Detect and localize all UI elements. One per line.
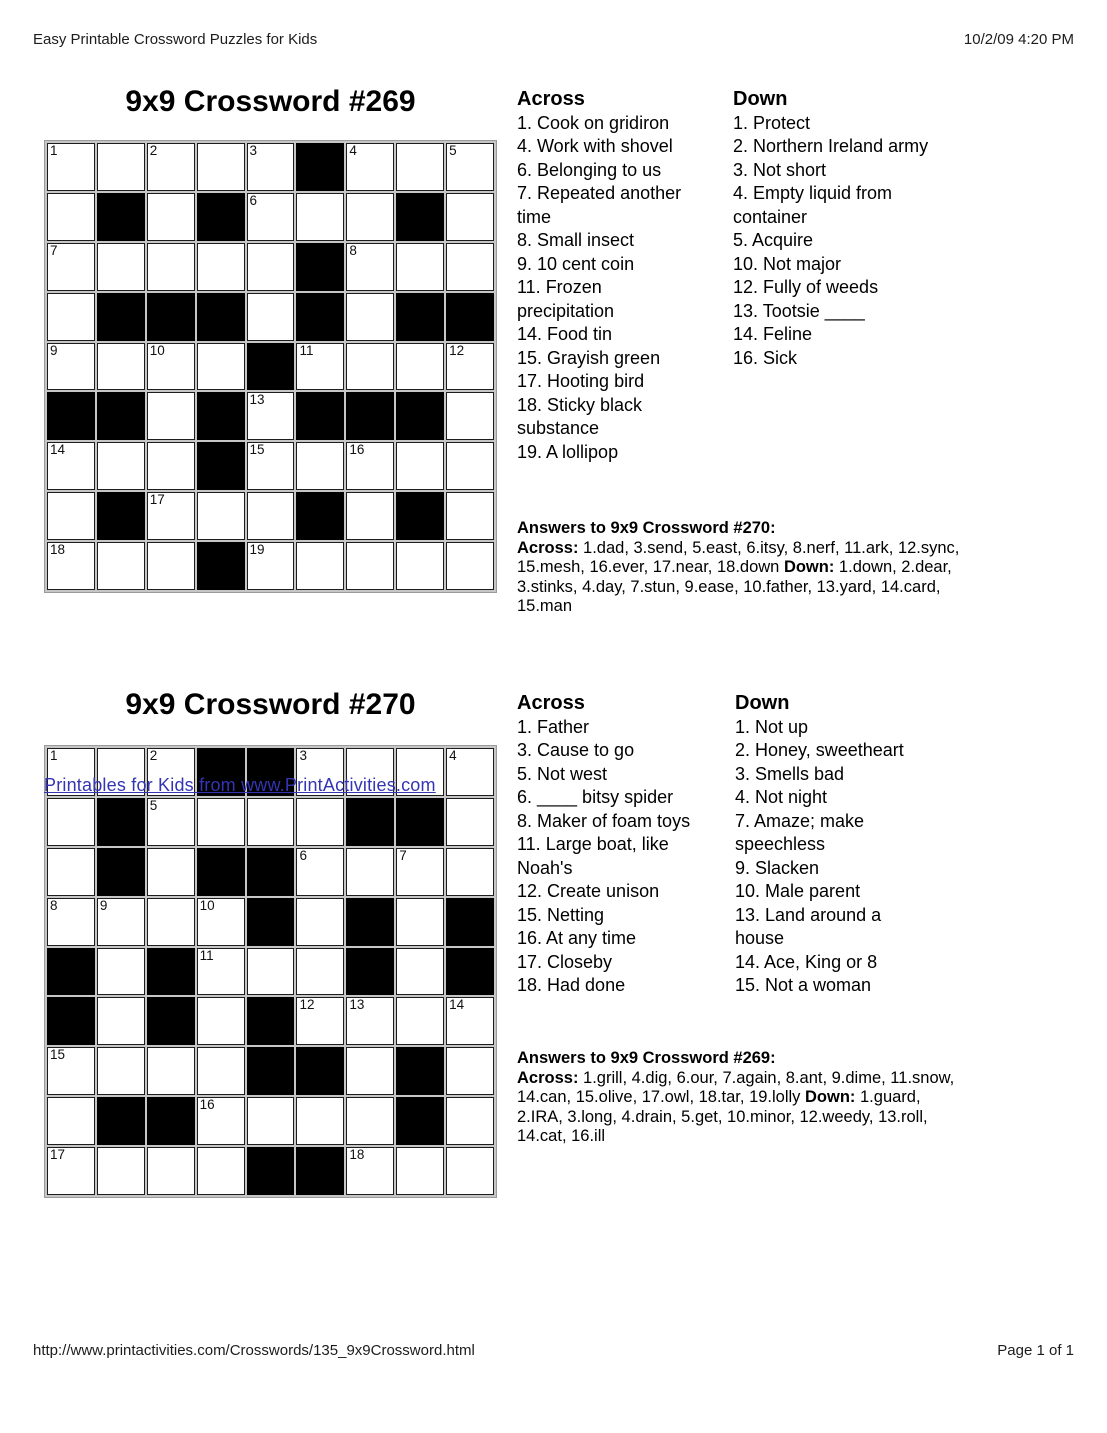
clue: 10. Male parent [735, 881, 861, 901]
grid-cell [47, 1097, 95, 1145]
grid-cell [346, 193, 394, 241]
cell-number: 16 [199, 1097, 215, 1113]
clue: 1. Cook on gridiron [517, 112, 670, 133]
answers-across-values: 1.dad, 3.send, 5.east, 6.itsy, 8.nerf, 11.ark, 12.sync, 15.mesh, 16.ever, 17.near, 18.down [517, 538, 960, 576]
footer-url: http://www.printactivities.com/Crosswords/135_9x9Crossword.html [33, 1342, 475, 1359]
grid-cell [446, 392, 494, 440]
grid-cell [247, 442, 295, 490]
grid-cell-black [396, 492, 444, 540]
grid-cell [97, 143, 145, 191]
grid-cell [97, 898, 145, 946]
grid-cell [346, 442, 394, 490]
grid-cell-black [346, 798, 394, 846]
clue: 2. Honey, sweetheart [735, 740, 904, 760]
grid-cell [396, 243, 444, 291]
cell-number: 16 [349, 442, 365, 458]
grid-cell [247, 798, 295, 846]
cell-number: 3 [249, 143, 258, 158]
cell-number: 1 [50, 748, 58, 763]
clue: 3. Cause to go [517, 740, 635, 760]
grid-cell [446, 748, 494, 796]
grid-cell [346, 1147, 394, 1195]
grid-cell [296, 542, 344, 590]
down-heading: Down [733, 88, 788, 110]
cell-number: 5 [449, 143, 457, 158]
grid-cell [396, 143, 444, 191]
grid-cell [147, 542, 195, 590]
grid-cell [47, 243, 95, 291]
cell-number: 6 [249, 192, 258, 208]
answers-across-values: 1.grill, 4.dig, 6.our, 7.again, 8.ant, 9.dime, 11.snow, 14.can, 15.olive, 17.owl, 18.tar, 19.lolly [517, 1068, 955, 1106]
grid-cell [346, 293, 394, 341]
grid-cell [47, 1047, 95, 1095]
clue: 18. Had done [517, 975, 626, 995]
grid-cell-black [446, 293, 494, 341]
grid-cell [147, 492, 195, 540]
clues-269-across [517, 88, 703, 464]
grid-cell [147, 243, 195, 291]
cell-number: 2 [149, 143, 158, 158]
grid-cell-black [396, 1097, 444, 1145]
grid-cell-black [346, 392, 394, 440]
grid-cell-black [197, 193, 245, 241]
grid-cell [247, 1097, 295, 1145]
down-heading: Down [735, 692, 790, 714]
clue: 14. Feline [733, 324, 813, 344]
grid-cell-black [296, 492, 344, 540]
clue: 4. Work with shovel [517, 136, 673, 156]
cell-number: 9 [50, 342, 58, 358]
grid-cell [446, 143, 494, 191]
answers-down-values: 1.down, 2.dear, 3.stinks, 4.day, 7.stun, 9.ease, 10.father, 13.yard, 14.card, 15.man [517, 558, 952, 615]
footer-page-number: Page 1 of 1 [997, 1342, 1074, 1359]
grid-cell [47, 798, 95, 846]
grid-cell-black [296, 143, 344, 191]
grid-cell-black [396, 392, 444, 440]
clue: 17. Closeby [517, 951, 613, 972]
grid-cell [446, 1147, 494, 1195]
grid-cell [97, 442, 145, 490]
grid-cell [446, 798, 494, 846]
grid-cell [396, 898, 444, 946]
grid-cell-black [147, 293, 195, 341]
header-datetime: 10/2/09 4:20 PM [963, 31, 1074, 48]
grid-cell [446, 343, 494, 391]
grid-cell-black [47, 948, 95, 996]
grid-cell [147, 1147, 195, 1195]
cell-number: 7 [50, 242, 58, 258]
grid-cell [197, 243, 245, 291]
cell-number: 13 [249, 392, 265, 408]
grid-cell-black [97, 798, 145, 846]
grid-cell-black [396, 798, 444, 846]
puzzle-title-269: 9x9 Crossword #269 [125, 85, 416, 118]
grid-cell [247, 193, 295, 241]
grid-cell [197, 143, 245, 191]
clue: 3. Not short [733, 159, 827, 180]
clue: 19. A lollipop [517, 441, 619, 462]
answers-heading: Answers to 9x9 Crossword #270: [517, 519, 776, 537]
cell-number: 5 [149, 797, 158, 813]
grid-cell-black [197, 848, 245, 896]
clue: 3. Smells bad [735, 763, 845, 784]
grid-cell [346, 243, 394, 291]
cell-number: 15 [50, 1047, 66, 1063]
clue: 6. ____ bitsy spider [517, 787, 674, 807]
grid-cell-black [446, 898, 494, 946]
grid-cell [346, 542, 394, 590]
cell-number: 18 [50, 542, 66, 558]
grid-cell-black [396, 293, 444, 341]
grid-cell [147, 143, 195, 191]
cell-number: 18 [349, 1147, 365, 1163]
cell-number: 4 [349, 143, 357, 158]
cell-number: 19 [249, 542, 265, 558]
grid-cell [147, 343, 195, 391]
answers-heading: Answers to 9x9 Crossword #269: [517, 1049, 776, 1067]
grid-cell [47, 442, 95, 490]
grid-cell [296, 1097, 344, 1145]
grid-cell [47, 343, 95, 391]
answers-down-label: Down: [805, 1088, 856, 1106]
cell-number: 15 [249, 442, 265, 458]
grid-cell [346, 143, 394, 191]
cell-number: 8 [50, 897, 58, 913]
cell-number: 12 [449, 342, 465, 358]
grid-cell [47, 492, 95, 540]
clue: 4. Empty liquid from container [733, 183, 893, 227]
clue: 7. Amaze; make speechless [735, 810, 865, 854]
grid-cell [197, 343, 245, 391]
grid-cell-black [247, 1147, 295, 1195]
grid-cell [97, 997, 145, 1045]
grid-cell [446, 193, 494, 241]
grid-cell [97, 948, 145, 996]
grid-cell [296, 798, 344, 846]
grid-cell [346, 848, 394, 896]
grid-cell-black [446, 948, 494, 996]
grid-cell-black [296, 1147, 344, 1195]
clue: 15. Grayish green [517, 347, 661, 368]
grid-cell [97, 1147, 145, 1195]
cell-number: 17 [149, 492, 165, 508]
grid-cell-black [147, 1097, 195, 1145]
grid-cell [396, 848, 444, 896]
clue: 12. Create unison [517, 881, 660, 901]
cell-number: 17 [50, 1147, 66, 1163]
clue: 11. Large boat, like Noah's [517, 834, 669, 878]
grid-cell [197, 898, 245, 946]
clue: 2. Northern Ireland army [733, 136, 929, 156]
clue: 5. Not west [517, 763, 608, 784]
cell-number: 13 [349, 997, 365, 1013]
grid-cell [396, 1147, 444, 1195]
grid-cell [47, 193, 95, 241]
clue: 14. Ace, King or 8 [735, 951, 878, 972]
grid-cell [446, 442, 494, 490]
clue: 7. Repeated another time [517, 183, 682, 227]
grid-cell [396, 997, 444, 1045]
crossword-grid-269 [44, 140, 497, 593]
clue: 15. Not a woman [735, 975, 872, 995]
clue: 6. Belonging to us [517, 159, 662, 180]
grid-cell [446, 542, 494, 590]
grid-cell [346, 1097, 394, 1145]
clue: 13. Tootsie ____ [733, 300, 865, 321]
answers-block-270 [517, 519, 965, 617]
grid-cell-black [247, 1047, 295, 1095]
grid-cell [247, 243, 295, 291]
cell-number: 8 [349, 242, 357, 258]
grid-cell [47, 1147, 95, 1195]
answers-across-label: Across: [517, 538, 579, 557]
grid-cell [446, 243, 494, 291]
grid-cell [396, 542, 444, 590]
grid-cell [346, 1047, 394, 1095]
clue: 1. Father [517, 716, 590, 737]
grid-cell-black [97, 492, 145, 540]
grid-cell [47, 143, 95, 191]
grid-cell [147, 898, 195, 946]
clues-270-across [517, 692, 725, 998]
clue: 1. Protect [733, 112, 811, 133]
clue: 10. Not major [733, 253, 842, 274]
clue: 1. Not up [735, 716, 809, 737]
clues-269-down [733, 88, 965, 370]
grid-cell [197, 798, 245, 846]
answers-text [517, 539, 965, 617]
answers-across-label: Across: [517, 1068, 579, 1087]
grid-cell-black [296, 392, 344, 440]
answers-block-269 [517, 1049, 965, 1147]
grid-cell-black [197, 442, 245, 490]
cell-number: 6 [299, 847, 307, 863]
grid-cell-black [346, 898, 394, 946]
grid-cell [446, 997, 494, 1045]
grid-cell [296, 997, 344, 1045]
grid-cell [247, 948, 295, 996]
grid-cell [247, 542, 295, 590]
grid-cell [446, 1047, 494, 1095]
clue: 16. At any time [517, 928, 637, 948]
cell-number: 12 [299, 997, 315, 1013]
grid-cell-black [296, 293, 344, 341]
clues-270-down [735, 692, 917, 998]
grid-cell [197, 1097, 245, 1145]
grid-cell [296, 848, 344, 896]
grid-cell-black [47, 392, 95, 440]
cell-number: 10 [199, 897, 215, 913]
grid-cell [197, 948, 245, 996]
grid-cell-black [247, 997, 295, 1045]
grid-cell-black [97, 848, 145, 896]
grid-cell [346, 492, 394, 540]
grid-cell [197, 997, 245, 1045]
grid-cell [247, 492, 295, 540]
grid-cell-black [97, 293, 145, 341]
grid-cell [346, 343, 394, 391]
clue: 12. Fully of weeds [733, 277, 879, 297]
grid-cell-black [147, 948, 195, 996]
grid-cell-black [296, 1047, 344, 1095]
clue: 8. Small insect [517, 230, 635, 250]
grid-cell-black [247, 898, 295, 946]
clue: 9. Slacken [735, 857, 820, 878]
grid-cell [147, 193, 195, 241]
grid-cell [47, 542, 95, 590]
crossword-grid-270 [44, 745, 497, 1198]
grid-cell-black [197, 542, 245, 590]
clue: 16. Sick [733, 347, 798, 368]
answers-down-label: Down: [783, 558, 835, 576]
grid-cell [147, 442, 195, 490]
grid-cell [446, 848, 494, 896]
grid-cell [346, 997, 394, 1045]
grid-cell [396, 442, 444, 490]
grid-cell [296, 343, 344, 391]
across-heading: Across [517, 692, 585, 714]
cell-number: 9 [99, 897, 108, 913]
grid-cell [147, 392, 195, 440]
clue: 11. Frozen precipitation [517, 277, 615, 321]
grid-cell-black [296, 243, 344, 291]
clue: 15. Netting [517, 904, 605, 925]
grid-cell [446, 492, 494, 540]
grid-cell [97, 243, 145, 291]
grid-cell [47, 848, 95, 896]
grid-cell [147, 1047, 195, 1095]
grid-cell [197, 1047, 245, 1095]
cell-number: 3 [299, 748, 307, 763]
grid-cell-black [147, 997, 195, 1045]
cell-number: 10 [149, 342, 165, 358]
grid-cell [396, 948, 444, 996]
grid-cell [147, 798, 195, 846]
grid-cell [296, 193, 344, 241]
clue: 17. Hooting bird [517, 371, 645, 391]
grid-cell-black [247, 343, 295, 391]
cell-number: 1 [50, 143, 58, 158]
grid-cell [446, 1097, 494, 1145]
grid-cell [97, 343, 145, 391]
grid-cell [197, 1147, 245, 1195]
clue: 13. Land around a house [735, 904, 882, 948]
grid-cell-black [97, 1097, 145, 1145]
printactivities-link[interactable]: Printables for Kids from www.PrintActivities.com [44, 775, 436, 795]
cell-number: 14 [50, 442, 66, 458]
grid-cell [296, 948, 344, 996]
grid-cell [247, 293, 295, 341]
grid-cell-black [346, 948, 394, 996]
clue: 5. Acquire [733, 230, 814, 250]
answers-text [517, 1069, 965, 1147]
grid-cell-black [197, 392, 245, 440]
grid-cell-black [97, 193, 145, 241]
grid-cell [396, 343, 444, 391]
cell-number: 7 [399, 847, 407, 863]
grid-cell [247, 143, 295, 191]
grid-cell-black [47, 997, 95, 1045]
cell-number: 2 [149, 748, 158, 763]
grid-cell [47, 293, 95, 341]
clue: 8. Maker of foam toys [517, 810, 691, 831]
cell-number: 11 [299, 342, 314, 358]
cell-number: 11 [199, 947, 214, 963]
clue: 18. Sticky black substance [517, 394, 643, 438]
clue: 4. Not night [735, 787, 828, 807]
puzzle-title-270: 9x9 Crossword #270 [125, 688, 416, 721]
cell-number: 4 [449, 748, 457, 763]
grid-cell [296, 442, 344, 490]
grid-cell [247, 392, 295, 440]
cell-number: 14 [449, 997, 465, 1013]
grid-cell-black [396, 1047, 444, 1095]
grid-cell [97, 542, 145, 590]
header-title: Easy Printable Crossword Puzzles for Kids [33, 31, 318, 48]
across-heading: Across [517, 88, 585, 110]
grid-cell [147, 848, 195, 896]
grid-cell-black [247, 848, 295, 896]
grid-cell-black [396, 193, 444, 241]
clue: 9. 10 cent coin [517, 253, 635, 274]
grid-cell [296, 898, 344, 946]
grid-cell [197, 492, 245, 540]
grid-cell-black [197, 293, 245, 341]
answers-down-values: 1.guard, 2.IRA, 3.long, 4.drain, 5.get, 10.minor, 12.weedy, 13.roll, 14.cat, 16.ill [517, 1088, 928, 1145]
grid-cell-black [97, 392, 145, 440]
grid-cell [97, 1047, 145, 1095]
clue: 14. Food tin [517, 324, 613, 344]
grid-cell [47, 898, 95, 946]
